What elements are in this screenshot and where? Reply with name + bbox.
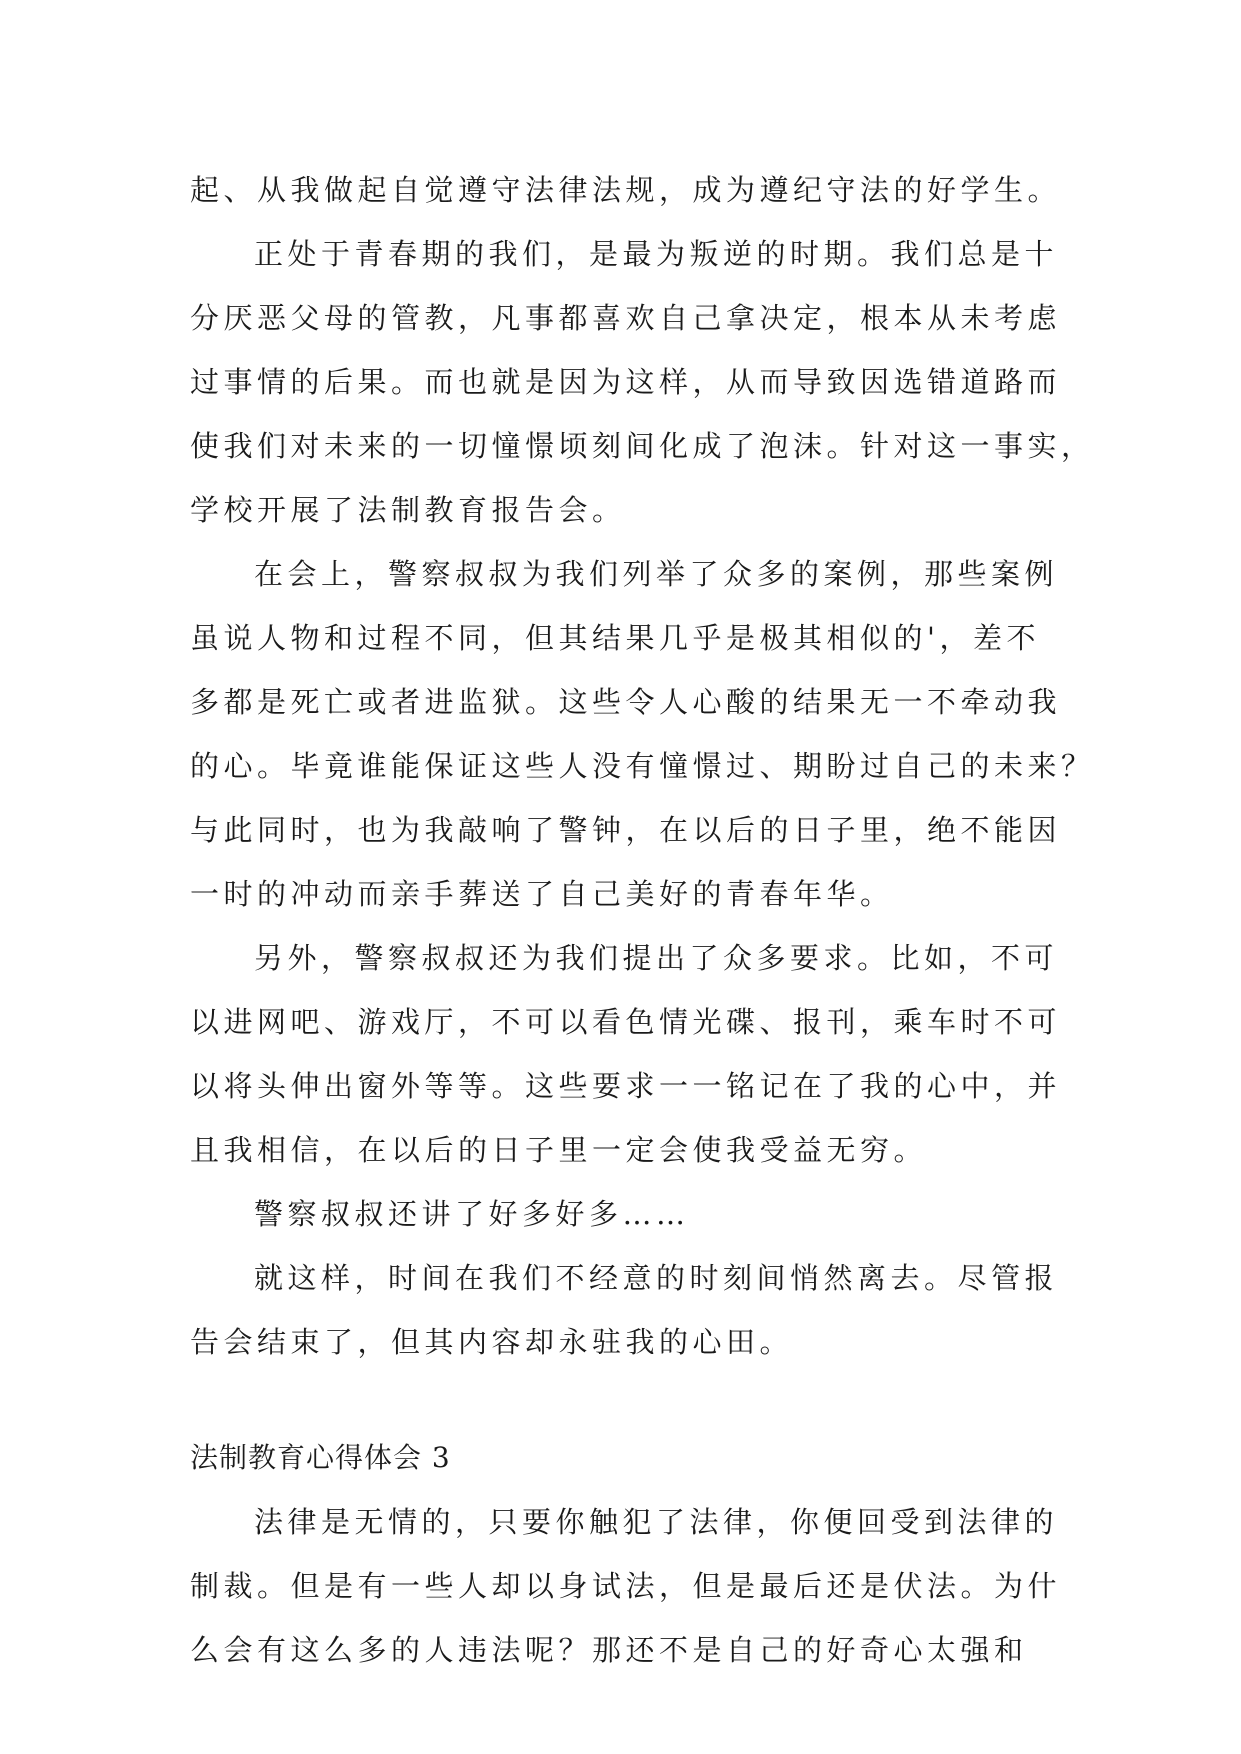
paragraph-line: 一时的冲动而亲手葬送了自己美好的青春年华。 — [190, 877, 894, 911]
paragraph-line: 么会有这么多的人违法呢？那还不是自己的好奇心太强和 — [190, 1633, 1028, 1667]
paragraph-line: 多都是死亡或者进监狱。这些令人心酸的结果无一不牵动我 — [190, 685, 1062, 719]
paragraph-line: 在会上，警察叔叔为我们列举了众多的案例，那些案例 — [254, 557, 1059, 591]
paragraph-line: 分厌恶父母的管教，凡事都喜欢自己拿决定，根本从未考虑 — [190, 301, 1062, 335]
paragraph-line: 警察叔叔还讲了好多好多…… — [254, 1197, 690, 1231]
paragraph-line: 告会结束了，但其内容却永驻我的心田。 — [190, 1325, 794, 1359]
paragraph-line: 使我们对未来的一切憧憬顷刻间化成了泡沫。针对这一事实， — [190, 429, 1095, 463]
paragraph-line: 以进网吧、游戏厅，不可以看色情光碟、报刊，乘车时不可 — [190, 1005, 1062, 1039]
section-heading: 法制教育心得体会 3 — [190, 1441, 451, 1474]
paragraph-line: 法律是无情的，只要你触犯了法律，你便回受到法律的 — [254, 1505, 1059, 1539]
paragraph-line: 学校开展了法制教育报告会。 — [190, 493, 626, 527]
paragraph-line: 另外，警察叔叔还为我们提出了众多要求。比如，不可 — [254, 941, 1059, 975]
paragraph-line: 虽说人物和过程不同，但其结果几乎是极其相似的'，差不 — [190, 621, 1040, 655]
section-spacer — [190, 1374, 1052, 1426]
paragraph-line: 过事情的后果。而也就是因为这样，从而导致因选错道路而 — [190, 365, 1062, 399]
paragraph-line: 以将头伸出窗外等等。这些要求一一铭记在了我的心中，并 — [190, 1069, 1062, 1103]
paragraph-line: 的心。毕竟谁能保证这些人没有憧憬过、期盼过自己的未来？ — [190, 749, 1095, 783]
paragraph-line: 且我相信，在以后的日子里一定会使我受益无穷。 — [190, 1133, 928, 1167]
paragraph-line: 与此同时，也为我敲响了警钟，在以后的日子里，绝不能因 — [190, 813, 1062, 847]
paragraph-line: 就这样，时间在我们不经意的时刻间悄然离去。尽管报 — [254, 1261, 1059, 1295]
paragraph-line: 起、从我做起自觉遵守法律法规，成为遵纪守法的好学生。 — [190, 173, 1062, 207]
paragraph-line: 制裁。但是有一些人却以身试法，但是最后还是伏法。为什 — [190, 1569, 1062, 1603]
document-body — [190, 158, 1095, 1682]
paragraph-line: 正处于青春期的我们，是最为叛逆的时期。我们总是十 — [254, 237, 1059, 271]
